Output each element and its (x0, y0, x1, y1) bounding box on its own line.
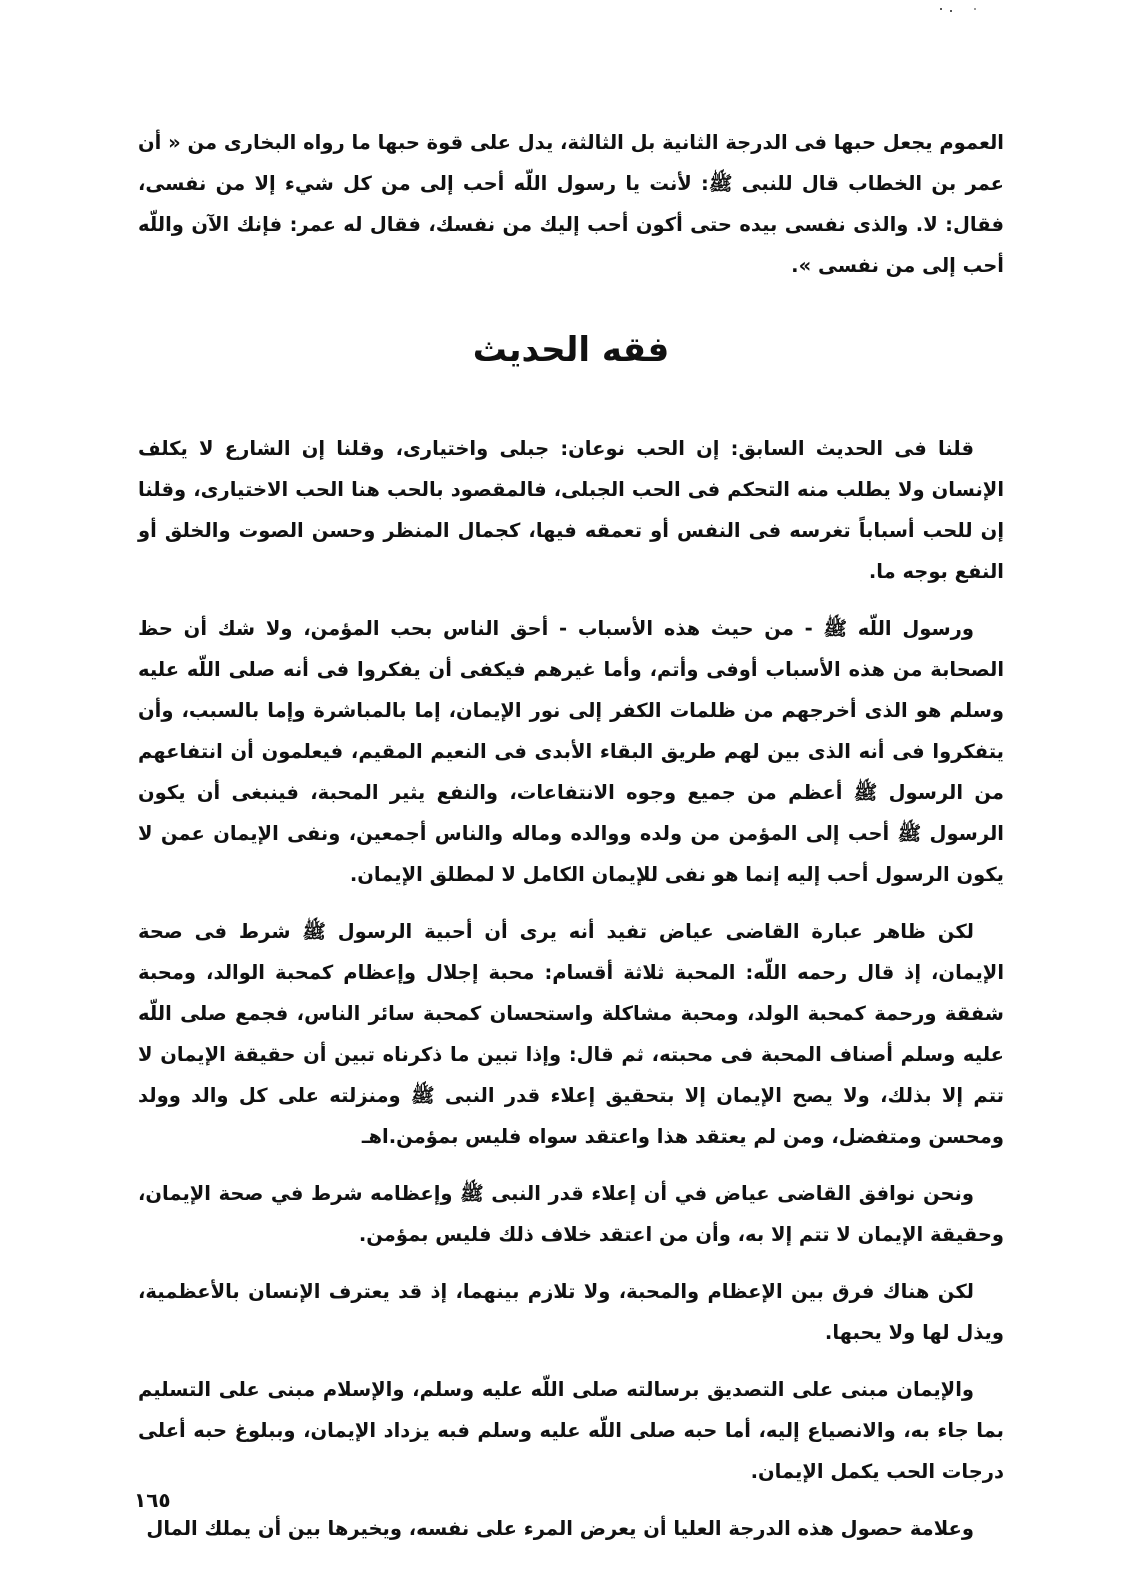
paragraph-continued-hadith: العموم يجعل حبها فى الدرجة الثانية بل الثالثة، يدل على قوة حبها ما رواه البخارى من « أن عمر بن الخطاب قال للنبى ﷺ: لأنت يا رسول اللّه أحب إلى من كل شيء إلا من نفسى، فقال: لا. والذى نفسى بيده حتى أكون أحب إليك من نفسك، فقال له عمر: فإنك الآن واللّه أحب إلى من نفسى ». (138, 131, 1004, 277)
speck-mark (950, 10, 952, 12)
paragraph-5: لكن هناك فرق بين الإعظام والمحبة، ولا تلازم بينهما، إذ قد يعترف الإنسان بالأعظمية، ويذل لها ولا يحبها. (138, 1280, 1004, 1344)
paragraph-6: والإيمان مبنى على التصديق برسالته صلى اللّه عليه وسلم، والإسلام مبنى على التسليم بما جاء به، والانصياع إليه، أما حبه صلى اللّه عليه وسلم فبه يزداد الإيمان، وببلوغ حبه أعلى درجات الحب يكمل الإيمان. (138, 1378, 1004, 1483)
page-number: ١٦٥ (134, 1488, 171, 1512)
paragraph-4: ونحن نوافق القاضى عياض في أن إعلاء قدر النبى ﷺ وإعظامه شرط في صحة الإيمان، وحقيقة الإيمان لا تتم إلا به، وأن من اعتقد خلاف ذلك فليس بمؤمن. (138, 1182, 1004, 1246)
scan-noise-decoration (940, 8, 980, 14)
paragraph-3: لكن ظاهر عبارة القاضى عياض تفيد أنه يرى أن أحبية الرسول ﷺ شرط فى صحة الإيمان، إذ قال رحمه اللّه: المحبة ثلاثة أقسام: محبة إجلال وإعظام كمحبة الوالد، ومحبة شفقة ورحمة كمحبة الولد، ومحبة مشاكلة واستحسان كمحبة سائر الناس، فجمع صلى اللّه عليه وسلم أصناف المحبة فى محبته، ثم قال: وإذا تبين ما ذكرناه تبين أن حقيقة الإيمان لا تتم إلا بذلك، ولا يصح الإيمان إلا بتحقيق إعلاء قدر النبى ﷺ ومنزلته على كل والد وولد ومحسن ومتفضل، ومن لم يعتقد هذا واعتقد سواه فليس بمؤمن.اهـ (138, 920, 1004, 1148)
speck-mark (974, 8, 976, 10)
paragraph-1: قلنا فى الحديث السابق: إن الحب نوعان: جبلى واختيارى، وقلنا إن الشارع لا يكلف الإنسان ولا يطلب منه التحكم فى الحب الجبلى، فالمقصود بالحب هنا الحب الاختيارى، وقلنا إن للحب أسباباً تغرسه فى النفس أو تعمقه فيها، كجمال المنظر وحسن الصوت والخلق أو النفع بوجه ما. (138, 437, 1004, 583)
paragraph-2: ورسول اللّه ﷺ - من حيث هذه الأسباب - أحق الناس بحب المؤمن، ولا شك أن حظ الصحابة من هذه الأسباب أوفى وأتم، وأما غيرهم فيكفى أن يفكروا فى أنه صلى اللّه عليه وسلم هو الذى أخرجهم من ظلمات الكفر إلى نور الإيمان، إما بالمباشرة وإما بالسبب، وأن يتفكروا فى أنه الذى بين لهم طريق البقاء الأبدى فى النعيم المقيم، فيعلمون أن انتفاعهم من الرسول ﷺ أعظم من جميع وجوه الانتفاعات، والنفع يثير المحبة، فينبغى أن يكون الرسول ﷺ أحب إلى المؤمن من ولده ووالده وماله والناس أجمعين، ونفى الإيمان عمن لا يكون الرسول أحب إليه إنما هو نفى للإيمان الكامل لا لمطلق الإيمان. (138, 617, 1004, 886)
speck-mark (940, 8, 942, 10)
book-page-body (138, 122, 1004, 1565)
section-heading: فقه الحديث (472, 330, 670, 370)
paragraph-7: وعلامة حصول هذه الدرجة العليا أن يعرض المرء على نفسه، ويخيرها بين أن يملك المال (146, 1517, 974, 1540)
